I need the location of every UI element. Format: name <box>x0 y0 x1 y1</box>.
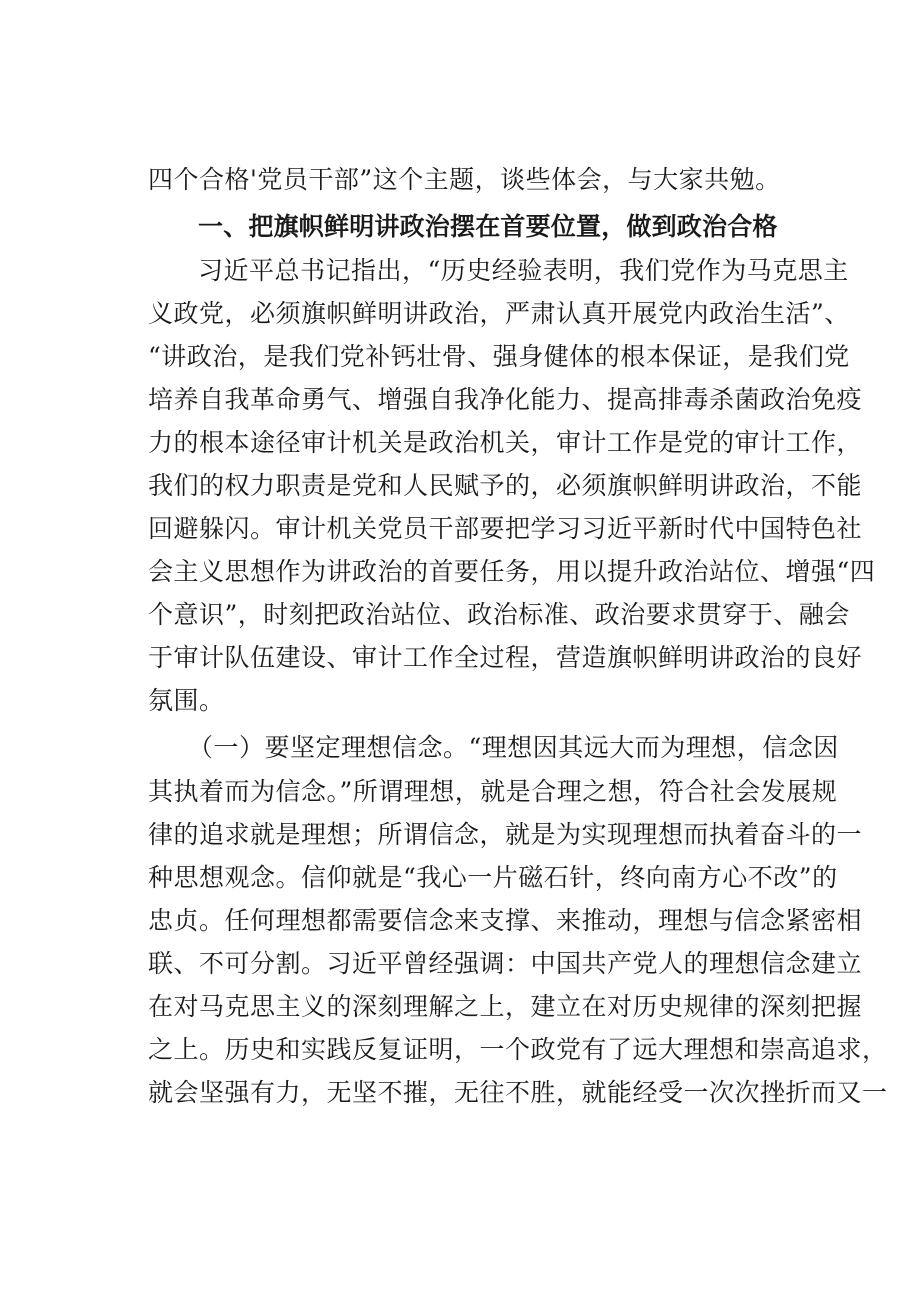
text-line: 种思想观念。信仰就是“我心一片磁石针，终向南方心不改”的 <box>148 863 838 892</box>
text-line: 其执着而为信念。”所谓理想，就是合理之想，符合社会发展规 <box>148 777 838 806</box>
text-line: 四个合格'党员干部”这个主题，谈些体会，与大家共勉。 <box>148 165 781 194</box>
text-line: 忠贞。任何理想都需要信念来支撑、来推动，理想与信念紧密相 <box>148 906 863 935</box>
text-line: 律的追求就是理想；所谓信念，就是为实现理想而执着奋斗的一 <box>148 820 863 849</box>
text-line: 力的根本途径审计机关是政治机关，审计工作是党的审计工作， <box>148 428 863 457</box>
text-line: 就会坚强有力，无坚不摧，无往不胜，就能经受一次次挫折而又一 <box>148 1078 888 1107</box>
text-line: 培养自我革命勇气、增强自我净化能力、提高排毒杀菌政治免疫 <box>148 385 863 414</box>
text-line: 在对马克思主义的深刻理解之上，建立在对历史规律的深刻把握 <box>148 992 863 1021</box>
text-line: 义政党，必须旗帜鲜明讲政治，严肃认真开展党内政治生活”、 <box>148 299 850 328</box>
section-heading: 一、把旗帜鲜明讲政治摆在首要位置，做到政治合格 <box>198 212 778 241</box>
text-line: 联、不可分割。习近平曾经强调：中国共产党人的理想信念建立 <box>148 949 863 978</box>
text-line: 于审计队伍建设、审计工作全过程，营造旗帜鲜明讲政治的良好 <box>148 643 863 672</box>
text-line: “讲政治，是我们党补钙壮骨、强身健体的根本保证，是我们党 <box>148 342 850 371</box>
text-line: 个意识”，时刻把政治站位、政治标准、政治要求贯穿于、融会 <box>148 600 850 629</box>
text-line: 我们的权力职责是党和人民赋予的，必须旗帜鲜明讲政治，不能 <box>148 471 863 500</box>
text-line: 习近平总书记指出，“历史经验表明，我们党作为马克思主 <box>198 256 849 285</box>
text-line: 会主义思想作为讲政治的首要任务，用以提升政治站位、增强“四 <box>148 557 876 586</box>
text-line: 之上。历史和实践反复证明，一个政党有了远大理想和崇高追求， <box>148 1035 888 1064</box>
text-line: 回避躲闪。审计机关党员干部要把学习习近平新时代中国特色社 <box>148 514 863 543</box>
text-line: 氛围。 <box>148 686 225 715</box>
subsection-line: （一）要坚定理想信念。“理想因其远大而为理想，信念因 <box>188 733 839 762</box>
